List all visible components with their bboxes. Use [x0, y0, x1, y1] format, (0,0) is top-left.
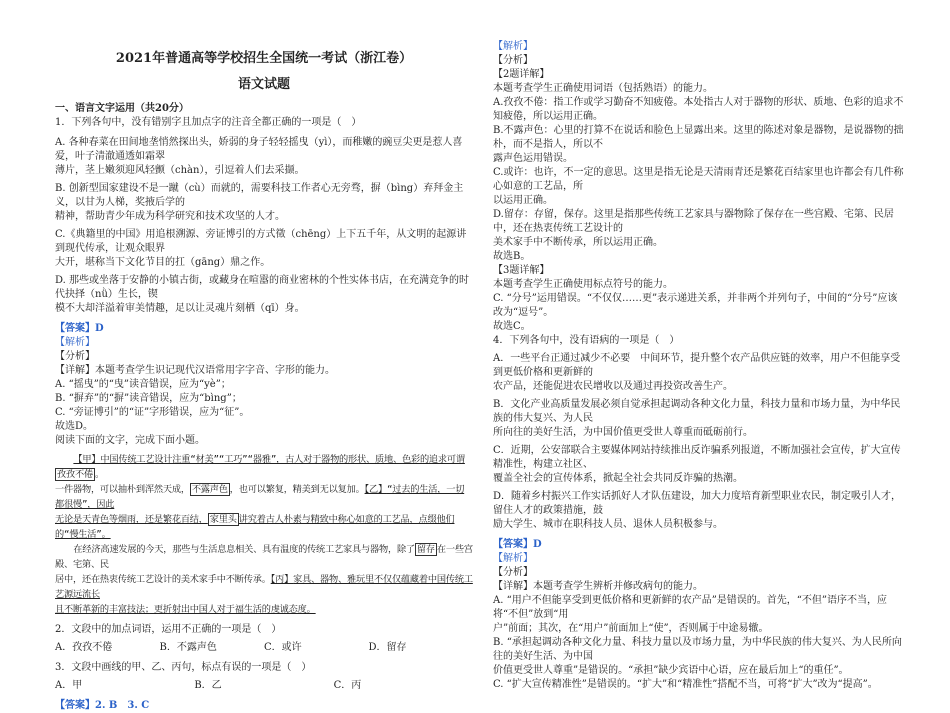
- q3-option-b: B．乙: [194, 680, 222, 691]
- phrase-zizibujuan: 孜孜不倦: [57, 469, 93, 480]
- detail-q2-tag: 【2题详解】: [493, 69, 550, 80]
- q3-options: [55, 679, 473, 693]
- q4-option-a-cont: 农产品，还能促进农民增收以及通过再投资改善生产。: [493, 381, 733, 392]
- detail-q3-tag: 【3题详解】: [493, 265, 550, 276]
- detail-q2-a: A.孜孜不倦：指工作或学习勤奋不知疲倦。本处指古人对于器物的形状、质地、色彩的追求不知疲倦，所以运用正确。: [493, 97, 904, 122]
- q1-option-b: B. 创新型国家建设不是一蹴（cù）而就的，需要科技工作者心无旁骛，摒（bìng）弃拜金主义，以甘为人梯，奖掖后学的: [55, 183, 464, 208]
- passage-line-2b: ，也可以繁复，精美到无以复加。: [229, 484, 365, 495]
- detail-q2-d: D.留存：存留，保存。这里是指那些传统工艺家具与器物除了保存在一些宫殿、宅第、民居中，还在热衷传统工艺设计的: [493, 209, 894, 234]
- q2-options: [55, 641, 473, 655]
- exam-subtitle: 语文试题: [237, 77, 290, 92]
- detail-q2-c: C.或许：也许，不一定的意思。这里是指无论是天清雨青还是繁花百结家里也许都会有几件称心如意的工艺品，所: [493, 167, 904, 192]
- q4-option-c-cont: 覆盖全社会的宣传体系，掀起全社会共同反诈骗的热潮。: [493, 473, 743, 484]
- analysis-label-right: 【分析】: [493, 55, 533, 66]
- phrase-jialitou: 家里头: [209, 514, 237, 525]
- q4-option-b-cont: 所向往的美好生活，为中国价值更受世人尊重而砥砺前行。: [493, 427, 753, 438]
- detail-q4-b: B. “承担起调动各种文化力量、科技力量以及市场力量，为中华民族的伟大复兴、为人民所向往的美好生活、为中国: [493, 637, 902, 662]
- q2-option-c: C．或许: [264, 642, 302, 653]
- detail-q2-intro: 本题考查学生正确使用词语（包括熟语）的能力。: [493, 83, 713, 94]
- detail-q2-conclusion: 故选B。: [493, 251, 531, 262]
- detail-q1-b: B. “摒弃”的“摒”读音错误，应为“bìng”；: [55, 393, 242, 404]
- q4-stem: 4．下列各句中，没有语病的一项是（ ）: [493, 335, 680, 346]
- passage-line-3b: 讲究着古人朴素与精致中称心如意的工艺品，点缀他们的“慢生活”。: [55, 514, 455, 540]
- detail-q1: 【详解】本题考查学生识记现代汉语常用字字音、字形的能力。: [55, 365, 335, 376]
- q2-stem: 2．文段中的加点词语，运用不正确的一项是（ ）: [55, 624, 282, 635]
- section-heading: 一、语言文字运用（共20分）: [55, 103, 189, 114]
- right-column: [493, 40, 907, 692]
- detail-q3-intro: 本题考查学生正确使用标点符号的能力。: [493, 279, 673, 290]
- q1-option-d-cont: 模不大却洋溢着审美情趣，足以让灵魂片刻栖（qī）身。: [55, 303, 305, 314]
- mark-yi: 【乙】: [364, 484, 387, 495]
- q4-option-d-cont: 励大学生、城市在职科技人员、退休人员积极参与。: [493, 519, 723, 530]
- detail-q2-b: B.不露声色：心里的打算不在说话和脸色上显露出来。这里的陈述对象是器物，是说器物的拙朴，而不是指人，所以不: [493, 125, 904, 150]
- detail-q1-conclusion: 故选D。: [55, 421, 94, 432]
- detail-q3-c: C. “分号”运用错误。“不仅仅……更”表示递进关系，并非两个并列句子，中间的“分号”应该改为“逗号”。: [493, 293, 898, 318]
- q1-option-a: A. 各种春菜在田间地垄悄然探出头，娇弱的身子轻轻摇曳（yì），而稚嫩的豌豆尖更是惹人喜爱，叶子清澈通透如霜翠: [55, 137, 463, 162]
- sentence-yi: “过去的生活，一切都很慢”，因此: [55, 484, 465, 510]
- answer-q2-q3: 【答案】2. B 3. C: [55, 700, 150, 711]
- q3-stem: 3．文段中画线的甲、乙、丙句，标点有误的一项是（ ）: [55, 662, 312, 673]
- q1-option-c: C.《典籍里的中国》用追根溯源、旁证博引的方式徵（chēng）上下五千年，从文明的起源讲到现代传承，让观众眼界: [55, 229, 467, 254]
- q1-option-a-cont: 薄片，茎上嫩须迎风轻颤（chàn），引逗着人们去采撷。: [55, 165, 305, 176]
- left-column: [55, 0, 473, 713]
- sentence-jia: 中国传统工艺设计注重“材美”“工巧”“器雅”，古人对于器物的形状、质地、色彩的追求可谓: [100, 454, 465, 465]
- q4-option-b: B．文化产业高质量发展必须自觉承担起调动各种文化力量，科技力量和市场力量，为中华民族的伟大复兴、为人民: [493, 399, 901, 424]
- detail-q4-b-cont: 价值更受世人尊重”是错误的。“承担”缺少宾语中心语，应在最后加上“的重任”。: [493, 665, 849, 676]
- analysis-tag-right: 【解析】: [493, 41, 533, 52]
- detail-q4-a-cont: 户”前面；其次，在“用户”前面加上“使”，否则属于中途易辙。: [493, 623, 769, 634]
- q1-option-b-cont: 精神，帮助青少年成为科学研究和技术攻坚的人才。: [55, 211, 285, 222]
- answer-q4: 【答案】D: [493, 539, 542, 550]
- q1-option-c-cont: 大开，堪称当下文化节目的扛（gāng）鼎之作。: [55, 257, 271, 268]
- answer-q1: 【答案】D: [55, 323, 104, 334]
- sentence-bing: 家具、器物、雅玩里不仅仅蕴藏着中国传统工艺源远流长: [55, 574, 473, 600]
- q3-option-a: A．甲: [55, 680, 83, 691]
- passage-line-2: 一件器物，可以抽朴到浑然天成，: [55, 484, 190, 495]
- q4-option-c: C．近期，公安部联合主要媒体网站持续推出反诈骗系列报道，不断加强社会宣传，扩大宣传精准性，构建立社区、: [493, 445, 901, 470]
- analysis-label-q4: 【分析】: [493, 567, 533, 578]
- q3-option-c: C．丙: [333, 680, 362, 691]
- exam-title: 2021年普通高等学校招生全国统一考试（浙江卷）: [115, 51, 413, 66]
- detail-q2-c-cont: 以运用正确。: [493, 195, 553, 206]
- reading-passage: [55, 452, 473, 617]
- analysis-label: 【分析】: [55, 351, 95, 362]
- reading-instruction: 阅读下面的文字，完成下面小题。: [55, 435, 205, 446]
- detail-q1-c: C. “旁证博引”的“证”字形错误，应为“征”。: [55, 407, 250, 418]
- passage-line-6: 且不断革新的丰富技法；更折射出中国人对于福生活的虔诚态度。: [55, 604, 316, 615]
- q2-option-a: A．孜孜不倦: [55, 642, 113, 653]
- q4-option-a: A．一些平台正通过减少不必要 中间环节，提升整个农产品供应链的效率，用户不但能享受到更低价格和更新鲜的: [493, 353, 901, 378]
- passage-line-3: 无论是天青色等烟雨，还是繁花百结，: [55, 514, 208, 525]
- analysis-tag-q4: 【解析】: [493, 553, 533, 564]
- detail-q4-intro: 【详解】本题考查学生辨析并修改病句的能力。: [493, 581, 703, 592]
- detail-q4-a: A. “用户不但能享受到更低价格和更新鲜的农产品”是错误的。首先，“不但”语序不当，应将“不但”放到“用: [493, 595, 888, 620]
- detail-q4-c: C. “扩大宣传精准性”是错误的。“扩大”和“精准性”搭配不当，可将“扩大”改为“提高”。: [493, 679, 878, 690]
- phrase-liucun: 留存: [416, 544, 435, 555]
- detail-q3-conclusion: 故选C。: [493, 321, 531, 332]
- q1-stem: 1．下列各句中，没有错别字且加点字的注音全都正确的一项是（ ）: [55, 117, 362, 128]
- passage-line-4: 在经济高速发展的今天，那些与生活息息相关、具有温度的传统工艺家具与器物，除了: [73, 544, 415, 555]
- q2-option-b: B．不露声色: [159, 642, 217, 653]
- q2-option-d: D．留存: [368, 642, 407, 653]
- detail-q1-a: A. “摇曳”的“曳”读音错误，应为“yè”；: [55, 379, 231, 390]
- passage-line-5: 居中，还在热衷传统工艺设计的美术家手中不断传承。: [55, 574, 271, 585]
- detail-q2-b-cont: 露声色运用错误。: [493, 153, 573, 164]
- passage-line-4b: 在一些宫殿、宅第、民: [55, 544, 473, 570]
- mark-bing: 【丙】: [270, 574, 294, 585]
- phrase-buloushengse: 不露声色: [191, 484, 228, 495]
- punct: 。: [94, 469, 104, 480]
- detail-q2-d-cont: 美术家手中不断传承，所以运用正确。: [493, 237, 663, 248]
- mark-jia: 【甲】: [73, 454, 101, 465]
- q4-option-d: D．随着乡村振兴工作实话抓好人才队伍建设，加大力度培育新型职业农民，制定吸引人才，留住人才的政策措施，鼓: [493, 491, 902, 516]
- analysis-tag: 【解析】: [55, 337, 95, 348]
- q1-option-d: D. 那些或坐落于安静的小镇古街，或藏身在喧嚣的商业密林的个性实体书店，在充满竞争的时代抉择（nǜ）生长，锲: [55, 275, 470, 300]
